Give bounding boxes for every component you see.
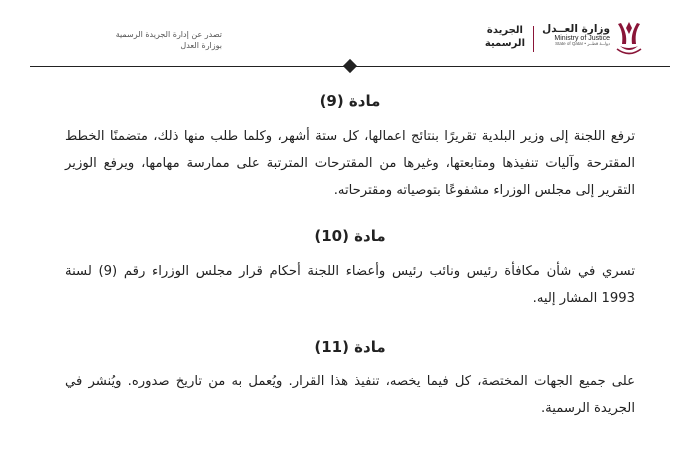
- article-10-title: مادة (10): [314, 227, 386, 245]
- header-separator: [533, 26, 534, 52]
- qatar-emblem-icon: [614, 20, 644, 56]
- article-11-title: مادة (11): [314, 338, 386, 356]
- article-9-title: مادة (9): [319, 92, 381, 110]
- article-9-text: ترفع اللجنة إلى وزير البلدية تقريرًا بنتائج اعمالها، كل ستة أشهر، وكلما طلب منها ذلك، متضمنًا الخطط المقترحة وآليات تنفيذها ومتابعتها، وغيرها من المقترحات المترتبة على ممارسة مهامها، ويرفع الوزير التقرير إلى مجلس الوزراء مشفوعًا بتوصياته ومقترحاته.: [65, 129, 635, 198]
- issuer-note-line2: بوزارة العدل: [180, 40, 222, 50]
- ministry-state: State of Qatar • دولــة قطــر: [555, 41, 610, 47]
- article-11-text: على جميع الجهات المختصة، كل فيما يخصه، تنفيذ هذا القرار. ويُعمل به من تاريخ صدوره. ويُنشر في الجريدة الرسمية.: [65, 374, 635, 416]
- ministry-name-ar: وزارة العــدل: [542, 23, 610, 35]
- gazette-title-line1: الجريدة: [486, 25, 523, 36]
- ministry-name-en: Ministry of Justice: [554, 35, 610, 43]
- issuer-note-line1: تصدر عن إدارة الجريدة الرسمية: [115, 30, 222, 39]
- issuer-note: [62, 30, 222, 52]
- ministry-name: [542, 24, 610, 47]
- article-10-text: تسري في شأن مكافأة رئيس ونائب رئيس وأعضاء اللجنة أحكام قرار مجلس الوزراء رقم (9) لسنة 1993 المشار إليه.: [65, 264, 635, 306]
- gazette-title: [485, 25, 525, 50]
- gazette-title-line2: الرسمية: [484, 37, 525, 49]
- page-header: [0, 0, 700, 68]
